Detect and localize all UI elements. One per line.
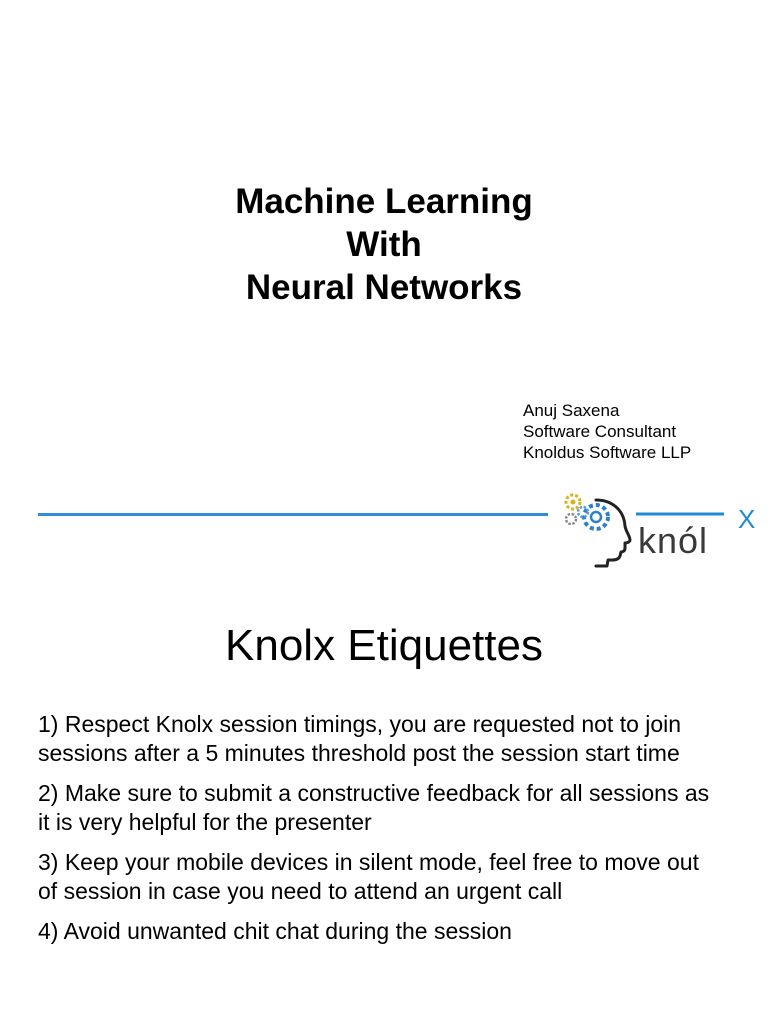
title-line-1: Machine Learning: [235, 182, 533, 221]
list-item: 4) Avoid unwanted chit chat during the session: [38, 918, 512, 944]
title-line-3: Neural Networks: [245, 268, 523, 307]
etiquettes-list: [38, 710, 718, 958]
knolx-logo: [556, 490, 762, 570]
etiquettes-title: Knolx Etiquettes: [225, 621, 543, 670]
list-item: 1) Respect Knolx session timings, you are requested not to join sessions after a 5 minutes threshold post the session start time: [38, 711, 682, 766]
divider-line: [38, 513, 548, 516]
author-name: Anuj Saxena: [523, 401, 620, 420]
slide-title: [0, 180, 768, 309]
logo-wordmark: knól: [638, 520, 709, 561]
logo-superscript: X: [738, 504, 756, 534]
list-item: 3) Keep your mobile devices in silent mode, feel free to move out of session in case you need to attend an urgent call: [38, 849, 699, 904]
etiquettes-slide: [0, 590, 768, 1024]
title-line-2: With: [346, 225, 422, 264]
author-role: Software Consultant: [523, 422, 677, 441]
author-company: Knoldus Software LLP: [523, 443, 692, 462]
list-item: 2) Make sure to submit a constructive feedback for all sessions as it is very helpful for the presenter: [38, 780, 710, 835]
author-info: [523, 400, 691, 463]
